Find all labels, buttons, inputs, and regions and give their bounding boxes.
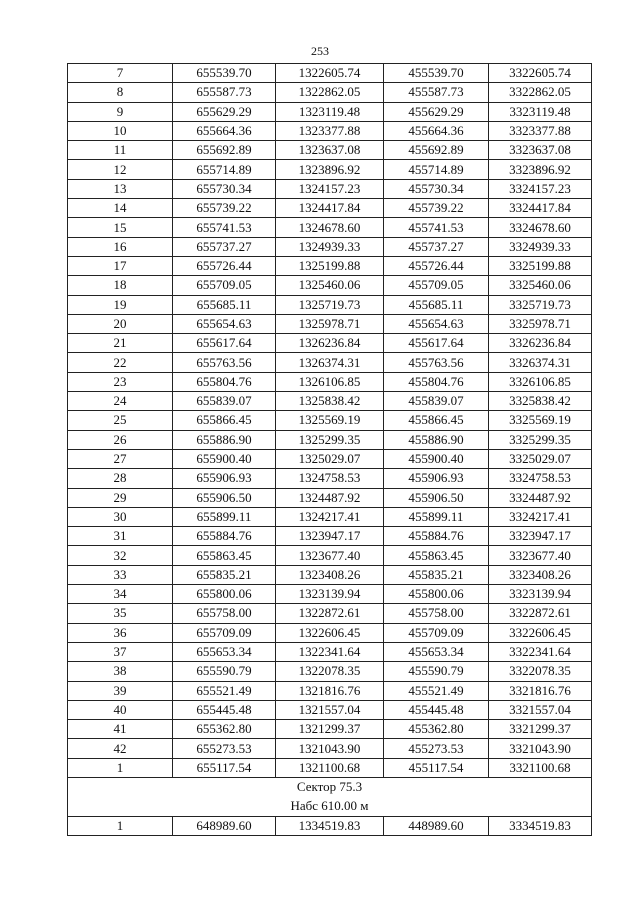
- point-number-cell: 17: [68, 256, 173, 275]
- x-coord-cell: 655866.45: [173, 411, 276, 430]
- table-row: [68, 199, 592, 218]
- x-coord-alt-cell: 455886.90: [384, 430, 489, 449]
- y-coord-alt-cell: 3323408.26: [489, 565, 592, 584]
- x-coord-cell: 655835.21: [173, 565, 276, 584]
- y-coord-cell: 1324417.84: [276, 199, 384, 218]
- y-coord-alt-cell: 3325199.88: [489, 256, 592, 275]
- point-number-cell: 26: [68, 430, 173, 449]
- y-coord-alt-cell: 3324487.92: [489, 488, 592, 507]
- point-number-cell: 10: [68, 121, 173, 140]
- y-coord-cell: 1322872.61: [276, 604, 384, 623]
- x-coord-cell: 655800.06: [173, 585, 276, 604]
- table-row: [68, 449, 592, 468]
- table-row: [68, 488, 592, 507]
- x-coord-cell: 655839.07: [173, 392, 276, 411]
- table-row: [68, 256, 592, 275]
- sector-title: Сектор 75.3: [68, 777, 592, 797]
- x-coord-alt-cell: 455737.27: [384, 237, 489, 256]
- y-coord-cell: 1322078.35: [276, 662, 384, 681]
- x-coord-alt-cell: 455800.06: [384, 585, 489, 604]
- y-coord-cell: 1325838.42: [276, 392, 384, 411]
- point-number-cell: 24: [68, 392, 173, 411]
- y-coord-cell: 1324217.41: [276, 507, 384, 526]
- y-coord-alt-cell: 3326374.31: [489, 353, 592, 372]
- point-number-cell: 15: [68, 218, 173, 237]
- table-row: [68, 295, 592, 314]
- x-coord-alt-cell: 455763.56: [384, 353, 489, 372]
- y-coord-cell: 1326374.31: [276, 353, 384, 372]
- table-row: [68, 314, 592, 333]
- point-number-cell: 36: [68, 623, 173, 642]
- table-row: [68, 411, 592, 430]
- x-coord-alt-cell: 455362.80: [384, 720, 489, 739]
- x-coord-cell: 655664.36: [173, 121, 276, 140]
- x-coord-cell: 655617.64: [173, 334, 276, 353]
- point-number-cell: 38: [68, 662, 173, 681]
- y-coord-alt-cell: 3322605.74: [489, 64, 592, 83]
- point-number-cell: 20: [68, 314, 173, 333]
- y-coord-cell: 1323896.92: [276, 160, 384, 179]
- y-coord-cell: 1323408.26: [276, 565, 384, 584]
- y-coord-cell: 1324678.60: [276, 218, 384, 237]
- point-number-cell: 16: [68, 237, 173, 256]
- table-row: [68, 83, 592, 102]
- x-coord-alt-cell: 455539.70: [384, 64, 489, 83]
- y-coord-alt-cell: 3324157.23: [489, 179, 592, 198]
- point-number-cell: 19: [68, 295, 173, 314]
- y-coord-alt-cell: 3325569.19: [489, 411, 592, 430]
- x-coord-alt-cell: 455617.64: [384, 334, 489, 353]
- y-coord-alt-cell: 3322862.05: [489, 83, 592, 102]
- y-coord-alt-cell: 3324678.60: [489, 218, 592, 237]
- x-coord-cell: 655653.34: [173, 642, 276, 661]
- y-coord-alt-cell: 3321816.76: [489, 681, 592, 700]
- x-coord-alt-cell: 455664.36: [384, 121, 489, 140]
- table-row: [68, 102, 592, 121]
- y-coord-cell: 1322341.64: [276, 642, 384, 661]
- y-coord-alt-cell: 3325719.73: [489, 295, 592, 314]
- table-row: [68, 430, 592, 449]
- y-coord-alt-cell: 3323119.48: [489, 102, 592, 121]
- point-number-cell: 33: [68, 565, 173, 584]
- x-coord-cell: 655709.09: [173, 623, 276, 642]
- x-coord-alt-cell: 455117.54: [384, 758, 489, 777]
- y-coord-alt-cell: 3323947.17: [489, 527, 592, 546]
- x-coord-alt-cell: 455839.07: [384, 392, 489, 411]
- x-coord-alt-cell: 455726.44: [384, 256, 489, 275]
- y-coord-cell: 1322862.05: [276, 83, 384, 102]
- point-number-cell: 27: [68, 449, 173, 468]
- point-number-cell: 14: [68, 199, 173, 218]
- table-row: [68, 527, 592, 546]
- x-coord-alt-cell: 455709.05: [384, 276, 489, 295]
- x-coord-alt-cell: 455629.29: [384, 102, 489, 121]
- y-coord-cell: 1325460.06: [276, 276, 384, 295]
- x-coord-alt-cell: 455899.11: [384, 507, 489, 526]
- table-row: [68, 179, 592, 198]
- table-row: [68, 141, 592, 160]
- y-coord-alt-cell: 3323139.94: [489, 585, 592, 604]
- x-coord-cell: 655714.89: [173, 160, 276, 179]
- y-coord-alt-cell: 3326236.84: [489, 334, 592, 353]
- table-row: [68, 372, 592, 391]
- y-coord-cell: 1324157.23: [276, 179, 384, 198]
- point-number-cell: 9: [68, 102, 173, 121]
- y-coord-alt-cell: 3334519.83: [489, 816, 592, 835]
- x-coord-cell: 655741.53: [173, 218, 276, 237]
- y-coord-alt-cell: 3325299.35: [489, 430, 592, 449]
- y-coord-alt-cell: 3324939.33: [489, 237, 592, 256]
- x-coord-alt-cell: 455685.11: [384, 295, 489, 314]
- point-number-cell: 21: [68, 334, 173, 353]
- x-coord-alt-cell: 455906.93: [384, 469, 489, 488]
- x-coord-cell: 655730.34: [173, 179, 276, 198]
- y-coord-alt-cell: 3325838.42: [489, 392, 592, 411]
- point-number-cell: 28: [68, 469, 173, 488]
- point-number-cell: 1: [68, 816, 173, 835]
- point-number-cell: 39: [68, 681, 173, 700]
- x-coord-cell: 655539.70: [173, 64, 276, 83]
- y-coord-alt-cell: 3321100.68: [489, 758, 592, 777]
- point-number-cell: 23: [68, 372, 173, 391]
- table-row: [68, 642, 592, 661]
- point-number-cell: 35: [68, 604, 173, 623]
- x-coord-alt-cell: 455692.89: [384, 141, 489, 160]
- x-coord-alt-cell: 455714.89: [384, 160, 489, 179]
- x-coord-alt-cell: 455587.73: [384, 83, 489, 102]
- point-number-cell: 11: [68, 141, 173, 160]
- table-row: [68, 469, 592, 488]
- table-row: [68, 758, 592, 777]
- y-coord-cell: 1321816.76: [276, 681, 384, 700]
- y-coord-alt-cell: 3321299.37: [489, 720, 592, 739]
- x-coord-alt-cell: 455445.48: [384, 700, 489, 719]
- table-row: [68, 565, 592, 584]
- table-row: [68, 334, 592, 353]
- y-coord-alt-cell: 3323896.92: [489, 160, 592, 179]
- y-coord-cell: 1325978.71: [276, 314, 384, 333]
- y-coord-alt-cell: 3325460.06: [489, 276, 592, 295]
- y-coord-cell: 1321557.04: [276, 700, 384, 719]
- x-coord-alt-cell: 455906.50: [384, 488, 489, 507]
- y-coord-alt-cell: 3325978.71: [489, 314, 592, 333]
- table-row: [68, 585, 592, 604]
- x-coord-cell: 655886.90: [173, 430, 276, 449]
- x-coord-cell: 655899.11: [173, 507, 276, 526]
- point-number-cell: 37: [68, 642, 173, 661]
- sector-elevation: Набс 610.00 м: [68, 797, 592, 817]
- x-coord-cell: 655709.05: [173, 276, 276, 295]
- x-coord-alt-cell: 455653.34: [384, 642, 489, 661]
- y-coord-alt-cell: 3324758.53: [489, 469, 592, 488]
- point-number-cell: 31: [68, 527, 173, 546]
- y-coord-alt-cell: 3323637.08: [489, 141, 592, 160]
- table-row: [68, 720, 592, 739]
- sector-title-row: [68, 777, 592, 797]
- y-coord-cell: 1326106.85: [276, 372, 384, 391]
- y-coord-cell: 1322605.74: [276, 64, 384, 83]
- x-coord-cell: 655587.73: [173, 83, 276, 102]
- table-row: [68, 392, 592, 411]
- point-number-cell: 7: [68, 64, 173, 83]
- x-coord-cell: 655763.56: [173, 353, 276, 372]
- point-number-cell: 13: [68, 179, 173, 198]
- point-number-cell: 22: [68, 353, 173, 372]
- y-coord-cell: 1323637.08: [276, 141, 384, 160]
- table-row: [68, 662, 592, 681]
- y-coord-alt-cell: 3323377.88: [489, 121, 592, 140]
- point-number-cell: 34: [68, 585, 173, 604]
- x-coord-cell: 655906.93: [173, 469, 276, 488]
- y-coord-alt-cell: 3326106.85: [489, 372, 592, 391]
- x-coord-alt-cell: 455590.79: [384, 662, 489, 681]
- point-number-cell: 29: [68, 488, 173, 507]
- table-row: [68, 681, 592, 700]
- x-coord-cell: 655521.49: [173, 681, 276, 700]
- y-coord-cell: 1325299.35: [276, 430, 384, 449]
- x-coord-cell: 655590.79: [173, 662, 276, 681]
- y-coord-alt-cell: 3324217.41: [489, 507, 592, 526]
- x-coord-alt-cell: 455521.49: [384, 681, 489, 700]
- x-coord-cell: 655739.22: [173, 199, 276, 218]
- coordinates-table-body: [68, 64, 592, 778]
- x-coord-alt-cell: 455863.45: [384, 546, 489, 565]
- y-coord-cell: 1323677.40: [276, 546, 384, 565]
- y-coord-cell: 1325029.07: [276, 449, 384, 468]
- x-coord-alt-cell: 455884.76: [384, 527, 489, 546]
- y-coord-alt-cell: 3321557.04: [489, 700, 592, 719]
- y-coord-cell: 1325719.73: [276, 295, 384, 314]
- x-coord-cell: 655362.80: [173, 720, 276, 739]
- y-coord-alt-cell: 3324417.84: [489, 199, 592, 218]
- x-coord-cell: 655863.45: [173, 546, 276, 565]
- y-coord-alt-cell: 3322341.64: [489, 642, 592, 661]
- table-row: [68, 160, 592, 179]
- x-coord-alt-cell: 455804.76: [384, 372, 489, 391]
- y-coord-alt-cell: 3322078.35: [489, 662, 592, 681]
- x-coord-alt-cell: 448989.60: [384, 816, 489, 835]
- x-coord-alt-cell: 455835.21: [384, 565, 489, 584]
- y-coord-cell: 1325569.19: [276, 411, 384, 430]
- point-number-cell: 40: [68, 700, 173, 719]
- x-coord-cell: 655900.40: [173, 449, 276, 468]
- sector-table-body: [68, 816, 592, 835]
- y-coord-cell: 1323119.48: [276, 102, 384, 121]
- x-coord-cell: 655726.44: [173, 256, 276, 275]
- point-number-cell: 12: [68, 160, 173, 179]
- x-coord-alt-cell: 455758.00: [384, 604, 489, 623]
- point-number-cell: 25: [68, 411, 173, 430]
- y-coord-cell: 1324487.92: [276, 488, 384, 507]
- y-coord-cell: 1323947.17: [276, 527, 384, 546]
- sector-header: [68, 777, 592, 816]
- y-coord-cell: 1321100.68: [276, 758, 384, 777]
- table-row: [68, 353, 592, 372]
- sector-elevation-row: [68, 797, 592, 817]
- point-number-cell: 8: [68, 83, 173, 102]
- x-coord-cell: 655906.50: [173, 488, 276, 507]
- x-coord-alt-cell: 455654.63: [384, 314, 489, 333]
- y-coord-cell: 1334519.83: [276, 816, 384, 835]
- x-coord-cell: 655654.63: [173, 314, 276, 333]
- x-coord-alt-cell: 455739.22: [384, 199, 489, 218]
- table-row: [68, 700, 592, 719]
- table-row: [68, 276, 592, 295]
- table-row: [68, 546, 592, 565]
- point-number-cell: 32: [68, 546, 173, 565]
- x-coord-cell: 655445.48: [173, 700, 276, 719]
- y-coord-cell: 1321043.90: [276, 739, 384, 758]
- table-row: [68, 739, 592, 758]
- x-coord-cell: 655737.27: [173, 237, 276, 256]
- y-coord-cell: 1325199.88: [276, 256, 384, 275]
- x-coord-cell: 655692.89: [173, 141, 276, 160]
- point-number-cell: 18: [68, 276, 173, 295]
- page-number: 253: [311, 44, 329, 58]
- x-coord-cell: 655804.76: [173, 372, 276, 391]
- y-coord-cell: 1324939.33: [276, 237, 384, 256]
- x-coord-alt-cell: 455273.53: [384, 739, 489, 758]
- y-coord-cell: 1323139.94: [276, 585, 384, 604]
- table-row: [68, 237, 592, 256]
- y-coord-cell: 1321299.37: [276, 720, 384, 739]
- x-coord-cell: 655629.29: [173, 102, 276, 121]
- y-coord-alt-cell: 3322872.61: [489, 604, 592, 623]
- point-number-cell: 42: [68, 739, 173, 758]
- x-coord-alt-cell: 455900.40: [384, 449, 489, 468]
- point-number-cell: 1: [68, 758, 173, 777]
- y-coord-cell: 1326236.84: [276, 334, 384, 353]
- table-row: [68, 64, 592, 83]
- x-coord-cell: 655117.54: [173, 758, 276, 777]
- x-coord-cell: 655273.53: [173, 739, 276, 758]
- table-row: [68, 816, 592, 835]
- table-row: [68, 507, 592, 526]
- point-number-cell: 30: [68, 507, 173, 526]
- y-coord-cell: 1324758.53: [276, 469, 384, 488]
- table-row: [68, 604, 592, 623]
- y-coord-cell: 1323377.88: [276, 121, 384, 140]
- x-coord-cell: 655758.00: [173, 604, 276, 623]
- table-row: [68, 121, 592, 140]
- point-number-cell: 41: [68, 720, 173, 739]
- x-coord-alt-cell: 455709.09: [384, 623, 489, 642]
- coordinates-table: [67, 63, 592, 836]
- y-coord-alt-cell: 3323677.40: [489, 546, 592, 565]
- x-coord-cell: 655884.76: [173, 527, 276, 546]
- table-row: [68, 623, 592, 642]
- x-coord-cell: 655685.11: [173, 295, 276, 314]
- y-coord-cell: 1322606.45: [276, 623, 384, 642]
- x-coord-cell: 648989.60: [173, 816, 276, 835]
- x-coord-alt-cell: 455866.45: [384, 411, 489, 430]
- table-row: [68, 218, 592, 237]
- y-coord-alt-cell: 3322606.45: [489, 623, 592, 642]
- x-coord-alt-cell: 455741.53: [384, 218, 489, 237]
- y-coord-alt-cell: 3325029.07: [489, 449, 592, 468]
- x-coord-alt-cell: 455730.34: [384, 179, 489, 198]
- y-coord-alt-cell: 3321043.90: [489, 739, 592, 758]
